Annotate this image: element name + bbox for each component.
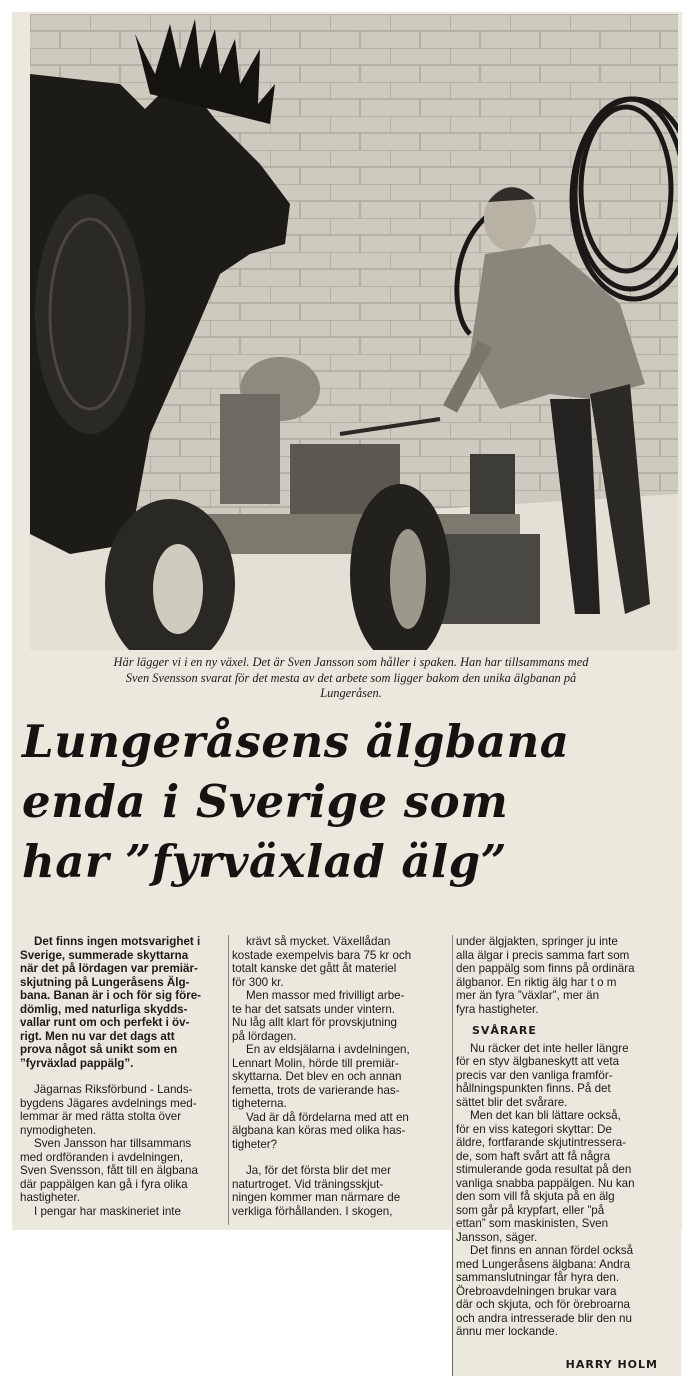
text-line: tigheterna. — [232, 1097, 287, 1110]
paragraph — [20, 1205, 225, 1219]
text-line: Det finns en annan fördel också — [470, 1244, 634, 1257]
caption-line: Sven Svensson svarat för det mesta av det arbete som ligger bakom den unika älgbanan på — [125, 670, 577, 685]
paragraph — [456, 1109, 671, 1244]
text-line: mer än fyra ”växlar”, mer än — [456, 989, 600, 1002]
text-line: Jägarnas Riksförbund - Lands- — [34, 1083, 193, 1096]
text-line: Sven Svensson, fått till en älgbana — [20, 1164, 198, 1177]
text-line: totalt kanske det gått åt materiel — [232, 962, 397, 975]
text-line: Ja, för det första blir det mer — [246, 1164, 391, 1177]
text-line: ännu mer lockande. — [456, 1325, 558, 1338]
paragraph — [232, 1111, 450, 1152]
text-line: med Lungeråsens älgbana: Andra — [456, 1257, 631, 1271]
text-line: med ordföranden i avdelningen, — [20, 1150, 184, 1164]
text-line: Det finns ingen motsvarighet i — [34, 935, 201, 948]
text-line: sammanslutningar får hyra den. — [456, 1271, 620, 1284]
text-line: för en styv älgbaneskytt att veta — [456, 1055, 620, 1068]
article-column-3 — [456, 935, 671, 1339]
caption-line: Lungeråsen. — [320, 686, 382, 700]
text-line: bana. Banan är i och för sig före- — [20, 989, 202, 1002]
paragraph — [232, 1164, 450, 1218]
text-line: fyra hastigheter. — [456, 1002, 539, 1016]
text-line: precis var den vanliga framför- — [456, 1068, 613, 1082]
text-line: som går på krypfart, eller ”på — [456, 1203, 605, 1217]
text-line: Lennart Molin, hörde till premiär- — [232, 1056, 399, 1070]
text-line: när det på lördagen var premiär- — [20, 962, 198, 975]
text-line: Men massor med frivilligt arbe- — [246, 989, 405, 1002]
text-line: ettan” som maskinisten, Sven — [456, 1217, 609, 1230]
text-line: där pappälgen kan gå i fyra olika — [20, 1177, 188, 1191]
text-line: för 300 kr. — [232, 975, 284, 989]
photo-caption — [32, 655, 670, 702]
text-line: Jansson, säger. — [456, 1230, 538, 1244]
text-line: hastigheter. — [20, 1191, 80, 1204]
paragraph — [232, 989, 450, 1043]
text-line: och andra intresserade blir den nu — [456, 1311, 632, 1325]
text-line: sättet blir det svårare. — [456, 1095, 568, 1109]
headline-line: Lungeråsens älgbana — [22, 715, 570, 768]
column-rule — [228, 935, 229, 1225]
text-line: på lördagen. — [232, 1029, 297, 1043]
section-subhead: SVÅRARE — [472, 1024, 537, 1037]
paragraph — [456, 1244, 671, 1339]
caption-line: Här lägger vi i en ny växel. Det är Sven Jansson som håller i spaken. Han har tillsammans med — [113, 655, 589, 669]
text-line: naturtroget. Vid träningsskjut- — [232, 1177, 384, 1191]
text-line: där och skjuta, och för örebroarna — [456, 1298, 631, 1311]
text-line: Vad är då fördelarna med att en — [246, 1110, 409, 1124]
text-line: ningen kommer man närmare de — [232, 1191, 401, 1204]
text-line: alla älgar i precis samma fart som — [456, 948, 630, 962]
text-line: den pappälg som finns på ordinära — [456, 962, 635, 975]
text-line: tigheter? — [232, 1137, 278, 1151]
text-line: nymodigheten. — [20, 1123, 97, 1137]
article-column-2 — [232, 935, 450, 1218]
paragraph — [456, 935, 671, 1016]
text-line: te har det satsats under vintern. — [232, 1002, 396, 1016]
text-line: äldre, fortfarande skjutintressera- — [456, 1136, 627, 1149]
text-line: vallar runt om och perfekt i öv- — [20, 1016, 190, 1029]
text-line: lemmar är med rätta stolta över — [20, 1110, 182, 1123]
text-line: rigt. Men nu var det dags att — [20, 1029, 175, 1043]
author-byline: HARRY HOLM — [565, 1358, 658, 1371]
text-line: Men det kan bli lättare också, — [470, 1109, 621, 1122]
text-line: I pengar har maskineriet inte — [34, 1204, 181, 1218]
paragraph — [232, 935, 450, 989]
text-line: vanliga snabba pappälgen. Nu kan — [456, 1176, 635, 1190]
article-photo — [30, 14, 678, 650]
paragraph — [456, 1042, 671, 1110]
text-line: Nu räcker det inte heller längre — [470, 1041, 629, 1055]
headline-line: har ”fyrväxlad älg” — [22, 835, 507, 888]
text-line: dömlig, med naturliga skydds- — [20, 1002, 188, 1016]
text-line: hållningspunkten finns. På det — [456, 1082, 611, 1095]
text-line: under älgjakten, springer ju inte — [456, 935, 618, 948]
headline-line: enda i Sverige som — [22, 775, 509, 828]
column-rule — [452, 935, 453, 1228]
paragraph — [20, 1137, 225, 1205]
text-line: Sven Jansson har tillsammans — [34, 1137, 192, 1150]
lead-paragraph — [20, 935, 225, 1070]
text-line: bygdens Jägares avdelnings med- — [20, 1096, 197, 1110]
text-line: Sverige, summerade skyttarna — [20, 948, 189, 962]
text-line: skjutning på Lungeråsens Älg- — [20, 975, 190, 989]
text-line: för en viss kategori skyttar: De — [456, 1122, 612, 1136]
text-line: älgbanor. En riktig älg har t o m — [456, 975, 617, 989]
headline — [22, 712, 672, 892]
text-line: ”fyrväxlad pappälg”. — [20, 1056, 134, 1070]
text-line: älgbana kan köras med olika has- — [232, 1124, 406, 1137]
text-line: skyttarna. Det blev en och annan — [232, 1070, 402, 1083]
text-line: stimulerande goda resultat på den — [456, 1163, 632, 1176]
text-line: den som vill få skjuta på en älg — [456, 1190, 615, 1203]
text-line: kostade exempelvis bara 75 kr och — [232, 948, 412, 962]
text-line: verkliga förhållanden. I skogen, — [232, 1204, 393, 1218]
paragraph — [20, 1083, 225, 1137]
text-line: prova något så unikt som en — [20, 1043, 178, 1056]
text-line: Örebroavdelningen brukar vara — [456, 1284, 617, 1298]
paragraph — [232, 1043, 450, 1111]
text-line: femetta, trots de varierande has- — [232, 1083, 400, 1097]
text-line: de, som haft svårt att få några — [456, 1149, 611, 1163]
article-column-1 — [20, 935, 225, 1218]
text-line: En av eldsjälarna i avdelningen, — [246, 1043, 410, 1056]
text-line: krävt så mycket. Växellådan — [246, 935, 391, 948]
text-line: Nu låg allt klart för provskjutning — [232, 1016, 397, 1029]
